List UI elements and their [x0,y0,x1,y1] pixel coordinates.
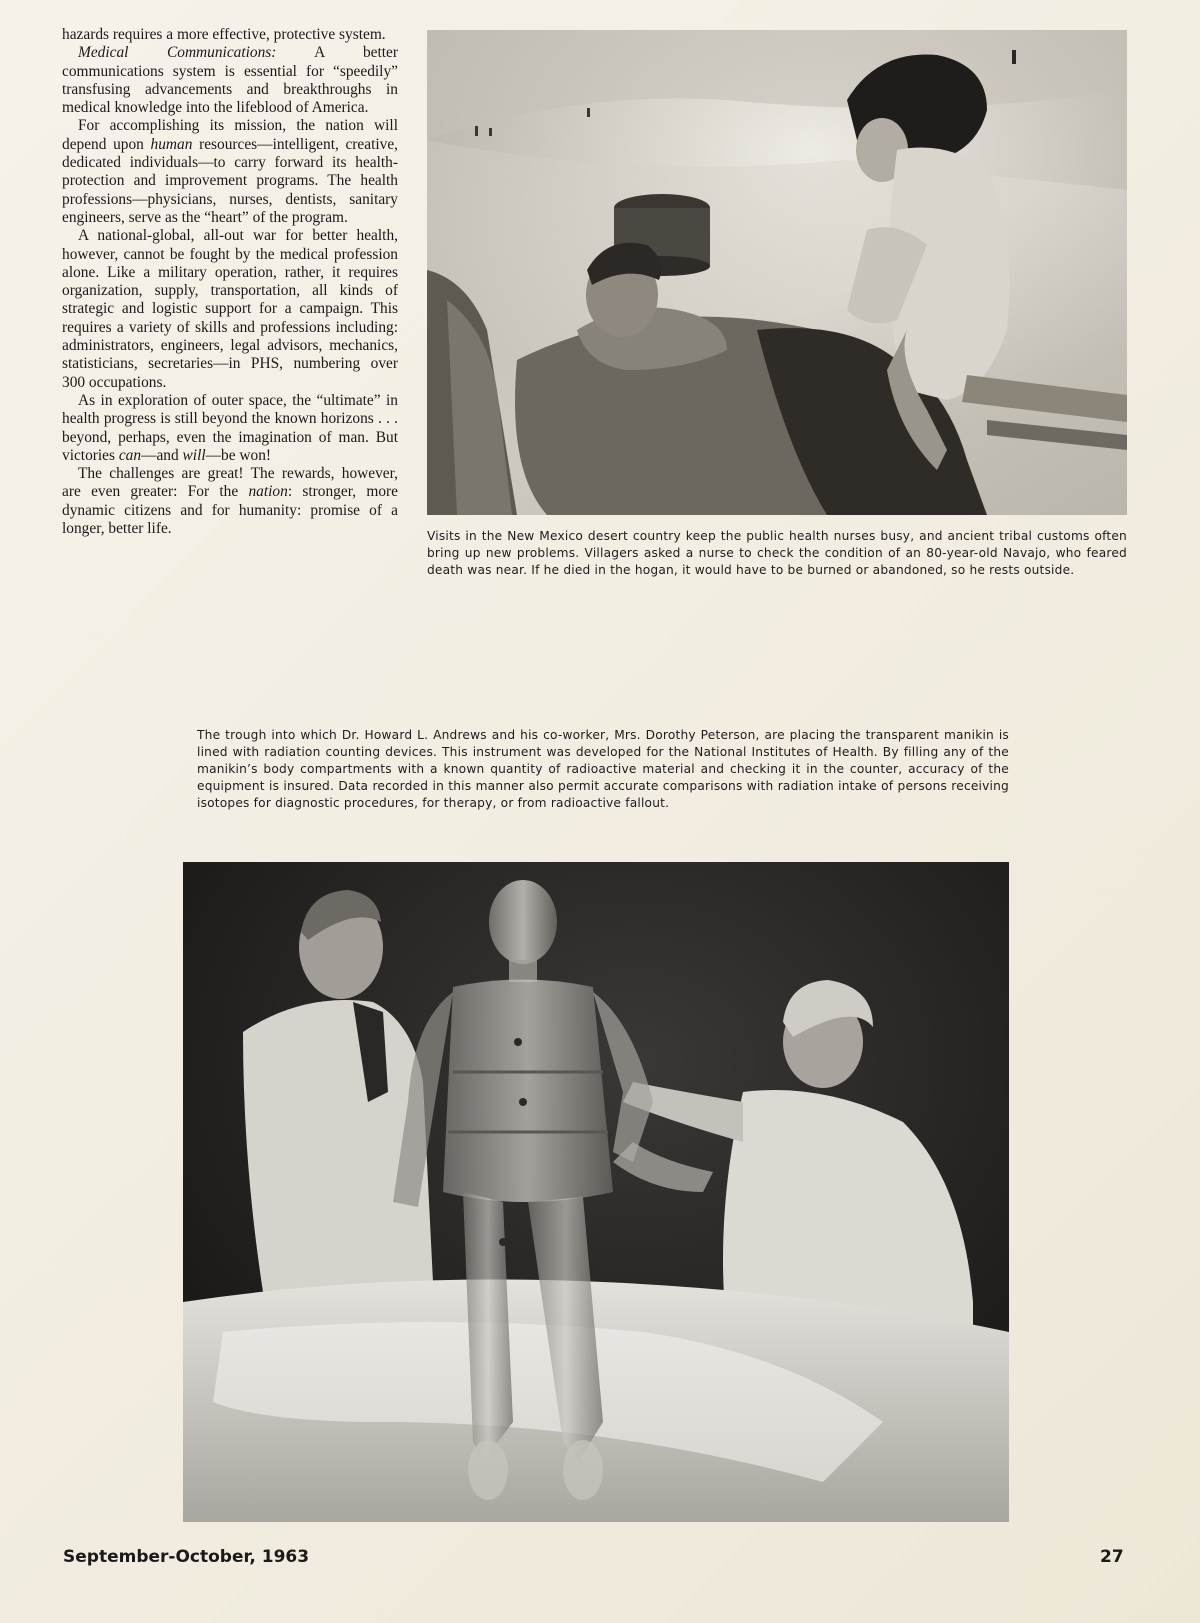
caption-manikin-photo: The trough into which Dr. Howard L. Andrews and his co-worker, Mrs. Dorothy Peterson, are placing the transparent manikin is lined with radiation counting devices. This instrument was developed for the National Institutes of Health. By filling any of the manikin’s body compartments with a known quantity of radioactive material and checking it in the counter, accuracy of the equipment is insured. Data recorded in this manner also permit accurate comparisons with radiation intake of persons receiving isotopes for diagnostic procedures, for therapy, or from radioactive fallout. [197,728,1009,810]
footer-issue-date: September-October, 1963 [63,1547,310,1567]
photo-transparent-manikin [183,862,1009,1522]
photo-desert-nurse-visit [427,30,1127,515]
paragraph-5-c: —be won! [205,446,272,464]
paragraph-3-em: human [150,135,193,153]
desert-photo-image [427,30,1127,515]
paragraph-3 [62,117,398,227]
paragraph-6 [62,465,398,538]
paragraph-2 [62,44,398,117]
paragraph-6-em: nation [248,483,288,501]
paragraph-3-a: For accomplishing its mission, the nation will depend upon [62,117,398,153]
paragraph-5 [62,392,398,465]
manikin-photo-image [183,862,1009,1522]
paragraph-5-a: As in exploration of outer space, the “ultimate” in health progress is still beyond the known horizons . . . beyond, perhaps, even the imagination of man. But victories [62,391,398,464]
paragraph-5-b: —and [141,446,183,464]
paragraph-5-em-2: will [182,446,206,464]
body-text-column [62,26,398,538]
paragraph-2-lead: Medical Communications: [78,44,277,62]
paragraph-4: A national-global, all-out war for better health, however, cannot be fought by the medical profession alone. Like a military operation, rather, it requires organization, supply, transportation, all kinds of strategic and logistic support for a campaign. This requires a variety of skills and professions including: administrators, engineers, legal advisors, mechanics, statisticians, secretaries—in PHS, numbering over 300 occupations. [62,227,398,391]
caption-desert-photo: Visits in the New Mexico desert country keep the public health nurses busy, and ancient tribal customs often bring up new problems. Villagers asked a nurse to check the condition of an 80-year-old Navajo, who feared death was near. If he died in the hogan, it would have to be burned or abandoned, so he rests outside. [427,529,1127,577]
paragraph-5-em-1: can [118,446,142,464]
paragraph-6-a: The challenges are great! The rewards, however, are even greater: For the [62,465,398,501]
footer-page-number: 27 [1100,1547,1124,1567]
paragraph-3-b: resources—intelligent, creative, dedicated individuals—to carry forward its health-protection and improvement programs. The health professions—physicians, nurses, dentists, sanitary engineers, serve as the “heart” of the program. [62,135,399,226]
paragraph-1: hazards requires a more effective, protective system. [62,26,386,43]
paragraph-6-b: : stronger, more dynamic citizens and for humanity: promise of a longer, better life. [62,483,398,538]
paragraph-2-rest: A better communications system is essential for “speedily” transfusing advancements and breakthroughs in medical knowledge into the lifeblood of America. [62,44,398,117]
